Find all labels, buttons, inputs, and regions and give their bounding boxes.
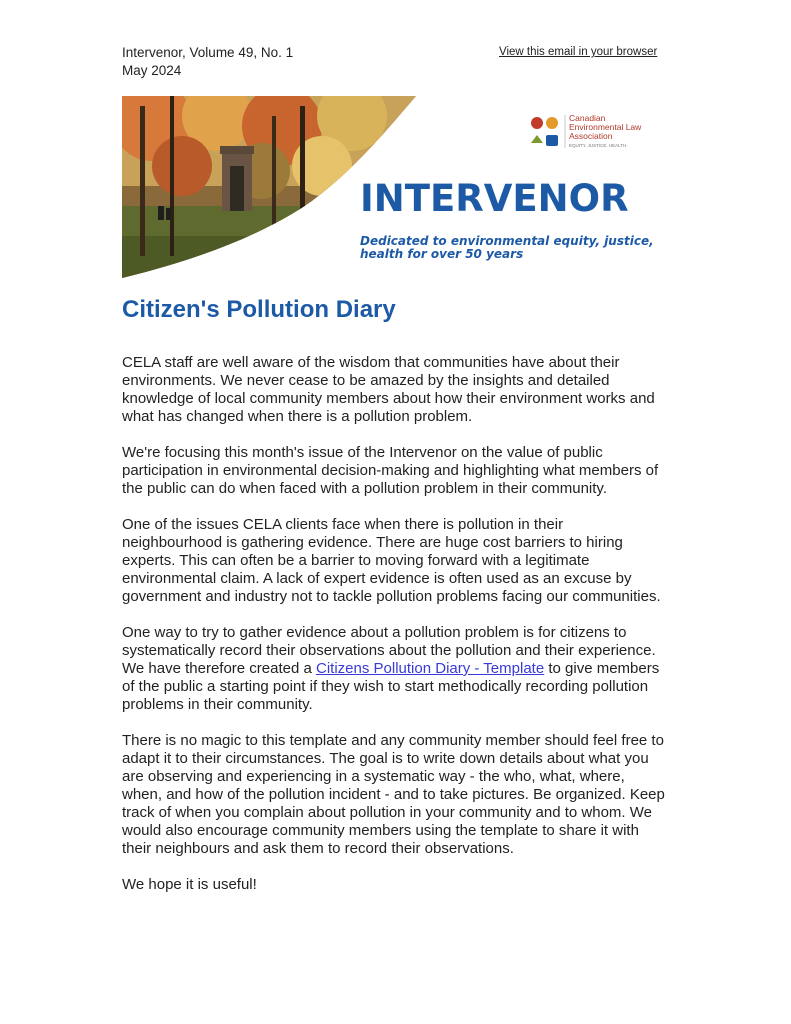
paragraph-6: We hope it is useful! — [122, 876, 257, 893]
paragraph-3: One of the issues CELA clients face when there is pollution in their neighbourhood is gathering evidence. There are huge cost barriers to hiring experts. This can often be a barrier to moving forward with a legitimate environmental claim. A lack of expert evidence is often used as an excuse by government and industry not to tackle pollution problems facing our communities. — [122, 516, 661, 605]
paragraph-4-text-before: One way to try to gather evidence about a pollution problem is for citizens to systematically record their observations about the pollution and their experience. We have therefore created a — [122, 624, 656, 677]
org-name-line3: Association — [569, 131, 613, 141]
view-in-browser-link[interactable]: View this email in your browser — [499, 46, 658, 58]
paragraph-4-text-after: to give members of the public a starting point if they wish to start methodically recording pollution problems in their community. — [122, 660, 660, 713]
logo-l-icon — [531, 135, 543, 143]
issue-info — [122, 44, 293, 80]
org-name-line1: Canadian — [569, 113, 606, 123]
article-body — [122, 354, 667, 912]
slogan-line2: health for over 50 years — [360, 247, 524, 261]
issue-volume: Intervenor, Volume 49, No. 1 — [122, 45, 294, 60]
banner-graphic — [122, 96, 660, 278]
pollution-diary-template-link[interactable]: Citizens Pollution Diary - Template — [316, 660, 545, 677]
logo-e-icon — [546, 117, 558, 129]
slogan-line1: Dedicated to environmental equity, justice, — [360, 234, 654, 248]
logo-a-icon — [546, 135, 558, 146]
org-name-line2: Environmental Law — [569, 122, 642, 132]
issue-date: May 2024 — [122, 63, 182, 78]
paragraph-4 — [122, 624, 667, 714]
cela-logo — [531, 113, 642, 148]
paragraph-5: There is no magic to this template and any community member should feel free to adapt it to their circumstances. The goal is to write down details about what you are observing and experiencing in a systematic way - the who, what, where, when, and how of the pollution incident - and to take pictures. Be organized. Keep track of when you complain about pollution in your community and to whom. We would also encourage community members using the template to share it with their neighbours and ask them to record their observations. — [122, 732, 665, 857]
intervenor-banner — [122, 96, 660, 278]
paragraph-2: We're focusing this month's issue of the Intervenor on the value of public participation in environmental decision-making and highlighting what members of the public can do when faced with a pollution problem in their community. — [122, 444, 659, 497]
article-title: Citizen's Pollution Diary — [122, 296, 396, 323]
masthead-title: INTERVENOR — [360, 177, 629, 220]
logo-c-icon — [531, 117, 543, 129]
org-tagline: EQUITY. JUSTICE. HEALTH. — [569, 143, 628, 148]
paragraph-1: CELA staff are well aware of the wisdom that communities have about their environments. We never cease to be amazed by the insights and detailed knowledge of local community members about how their environment works and what has changed when there is a pollution problem. — [122, 354, 655, 425]
